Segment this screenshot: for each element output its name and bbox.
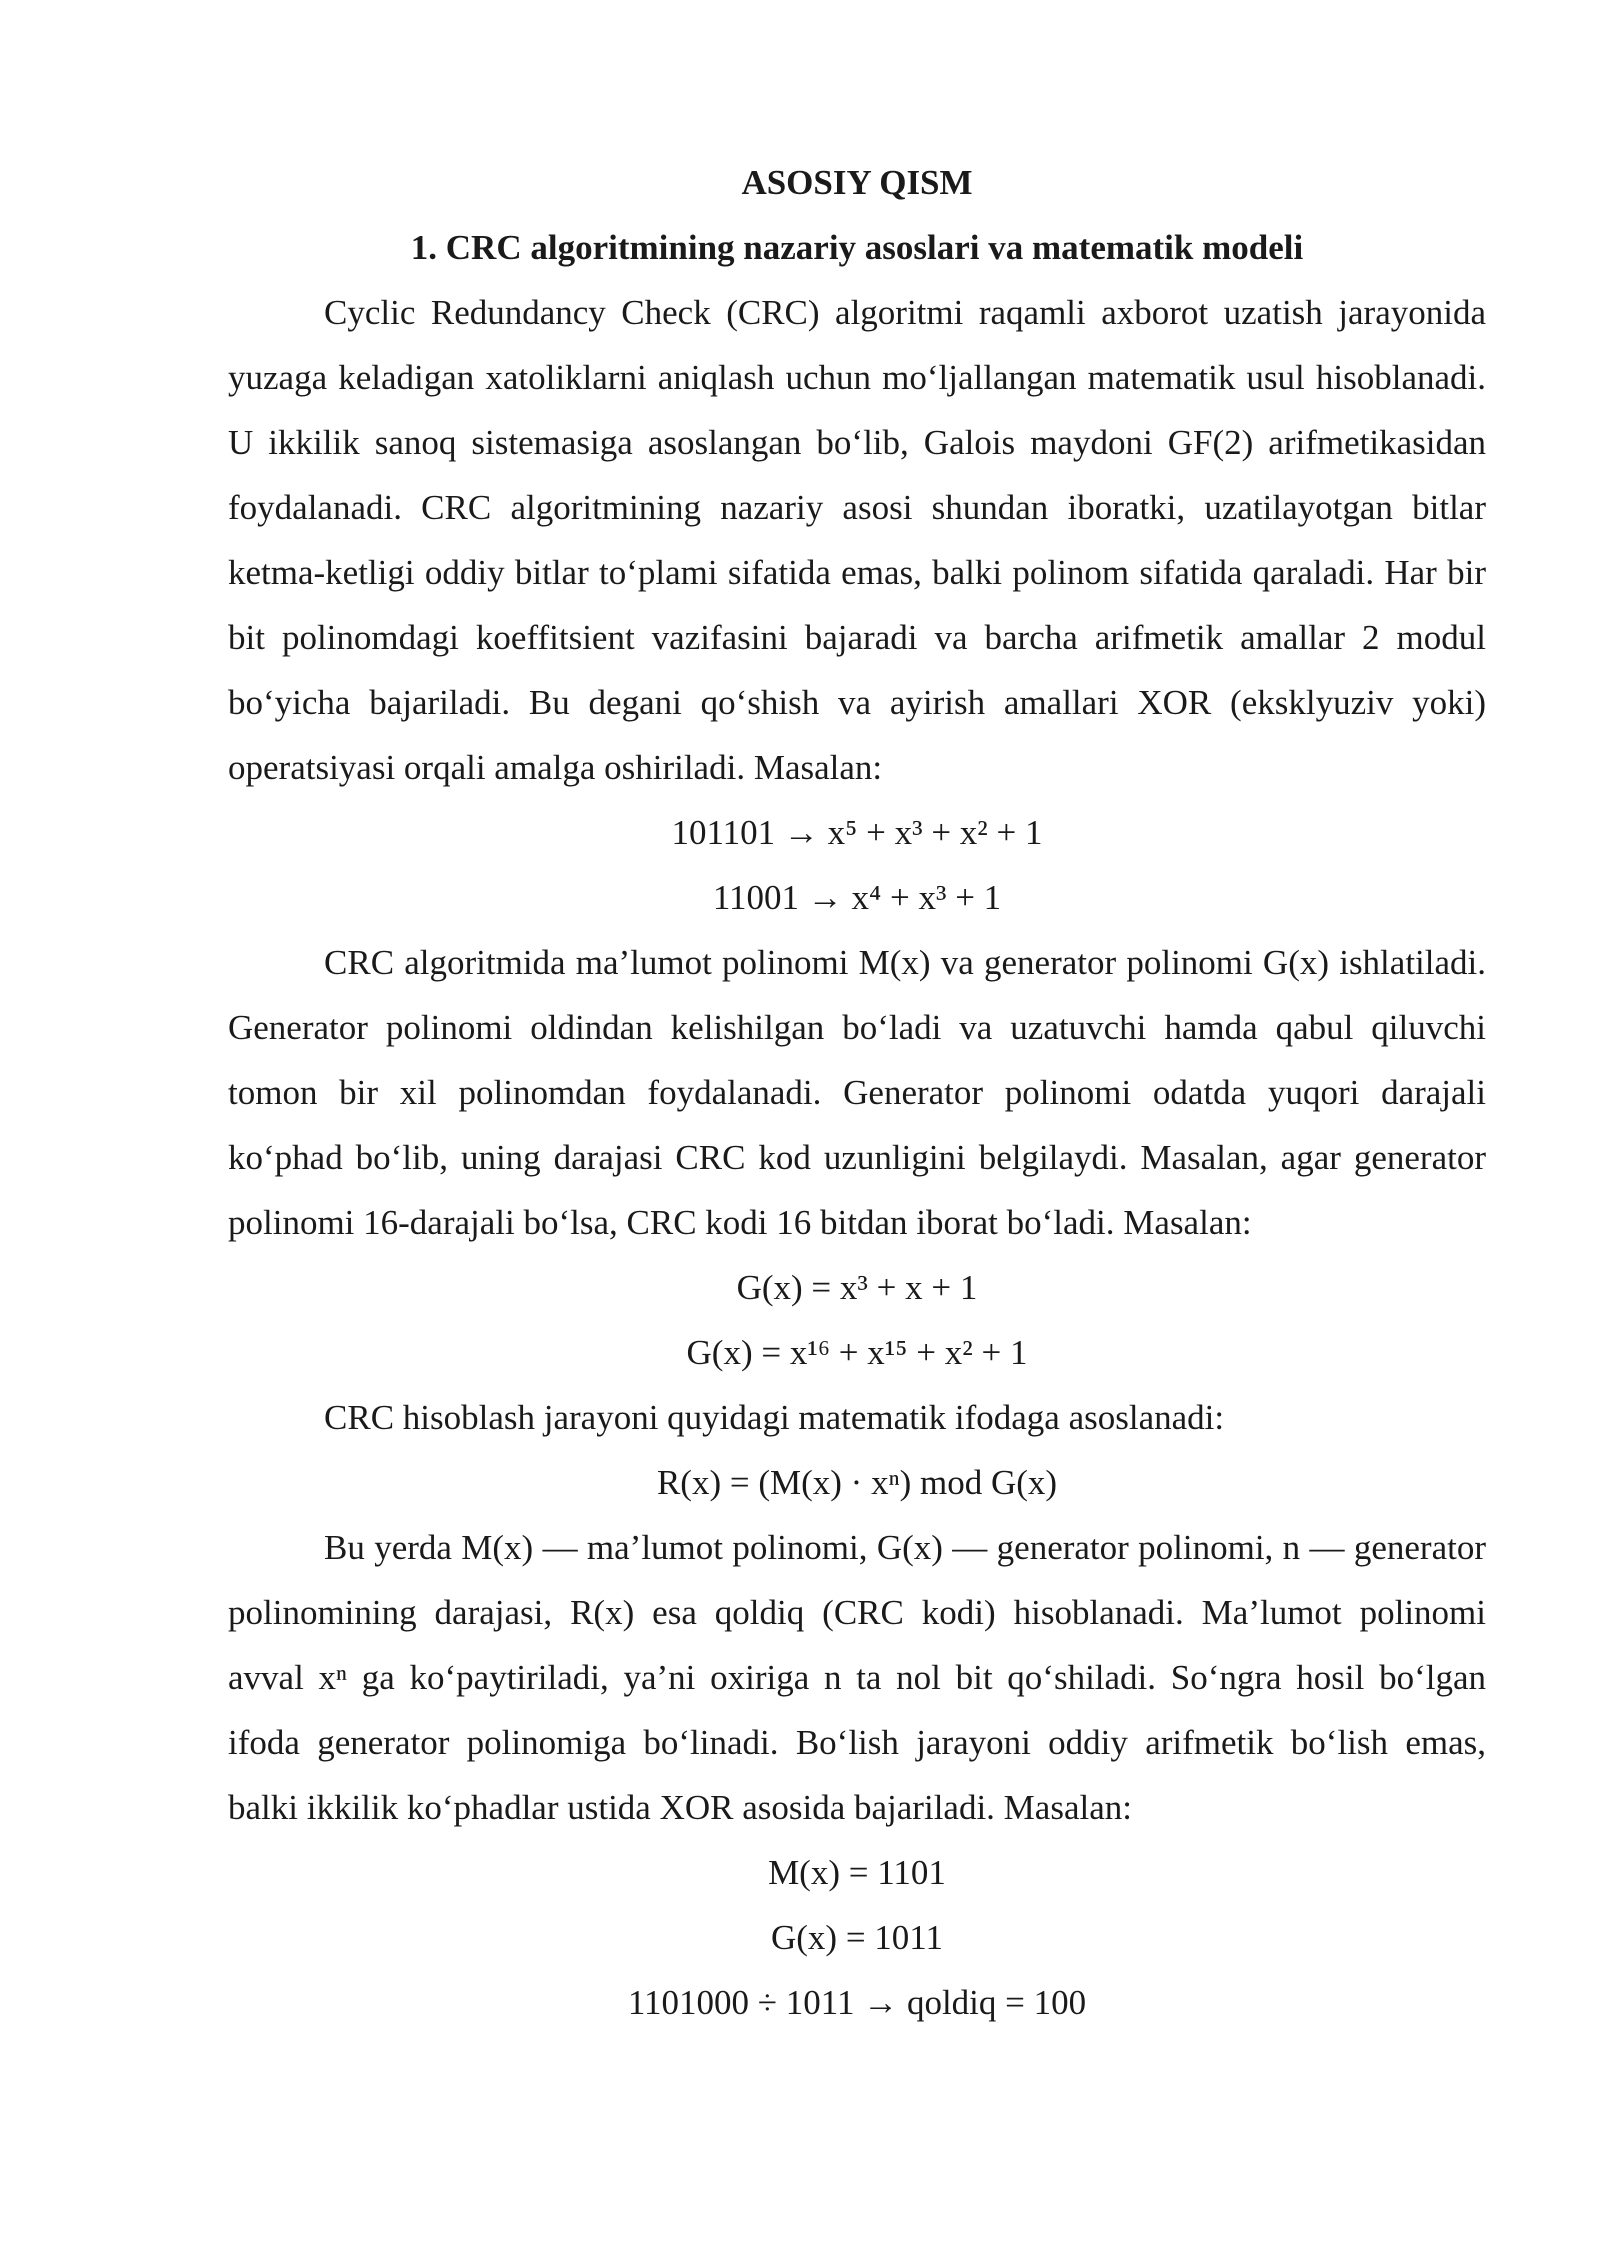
page-title: ASOSIY QISM — [741, 163, 973, 202]
formula-message: M(x) = 1101 — [768, 1853, 946, 1892]
formula-generator-2: G(x) = x¹⁶ + x¹⁵ + x² + 1 — [686, 1333, 1028, 1372]
paragraph-crc-computation: CRC hisoblash jarayoni quyidagi matematik ifodaga asoslanadi: — [324, 1398, 1225, 1437]
formula-division: 1101000 ÷ 1011 → qoldiq = 100 — [627, 1983, 1087, 2022]
formula-example-2: 11001 → x⁴ + x³ + 1 — [712, 878, 1002, 917]
formula-generator-value: G(x) = 1011 — [770, 1918, 944, 1957]
formula-remainder: R(x) = (M(x) · xⁿ) mod G(x) — [656, 1463, 1058, 1502]
paragraph-generator: CRC algoritmida ma’lumot polinomi M(x) va generator polinomi G(x) ishlatiladi. Generator polinomi oldindan kelishilgan bo‘ladi va uzatuvchi hamda qabul qiluvchi tomon bir xil polinomdan foydalanadi. Generator polinomi odatda yuqori darajali ko‘phad bo‘lib, uning darajasi CRC kod uzunligini belgilaydi. Masalan, agar generator polinomi 16-darajali bo‘lsa, CRC kodi 16 bitdan iborat bo‘ladi. Masalan: — [228, 943, 1486, 1242]
paragraph-explanation: Bu yerda M(x) — ma’lumot polinomi, G(x) — generator polinomi, n — generator polinomining darajasi, R(x) esa qoldiq (CRC kodi) hisoblanadi. Ma’lumot polinomi avval xⁿ ga ko‘paytiriladi, ya’ni oxiriga n ta nol bit qo‘shiladi. So‘ngra hosil bo‘lgan ifoda generator polinomiga bo‘linadi. Bo‘lish jarayoni oddiy arifmetik bo‘lish emas, balki ikkilik ko‘phadlar ustida XOR asosida bajariladi. Masalan: — [228, 1528, 1486, 1827]
section-title: 1. CRC algoritmining nazariy asoslari va matematik modeli — [410, 228, 1304, 267]
paragraph-crc-intro: Cyclic Redundancy Check (CRC) algoritmi raqamli axborot uzatish jarayonida yuzaga keladigan xatoliklarni aniqlash uchun mo‘ljallangan matematik usul hisoblanadi. U ikkilik sanoq sistemasiga asoslangan bo‘lib, Galois maydoni GF(2) arifmetikasidan foydalanadi. CRC algoritmining nazariy asosi shundan iboratki, uzatilayotgan bitlar ketma-ketligi oddiy bitlar to‘plami sifatida emas, balki polinom sifatida qaraladi. Har bir bit polinomdagi koeffitsient vazifasini bajaradi va barcha arifmetik amallar 2 modul bo‘yicha bajariladi. Bu degani qo‘shish va ayirish amallari XOR (eksklyuziv yoki) operatsiyasi orqali amalga oshiriladi. Masalan: — [228, 293, 1486, 787]
formula-generator-1: G(x) = x³ + x + 1 — [736, 1268, 978, 1307]
document-page — [228, 150, 1486, 2035]
formula-example-1: 101101 → x⁵ + x³ + x² + 1 — [671, 813, 1043, 852]
